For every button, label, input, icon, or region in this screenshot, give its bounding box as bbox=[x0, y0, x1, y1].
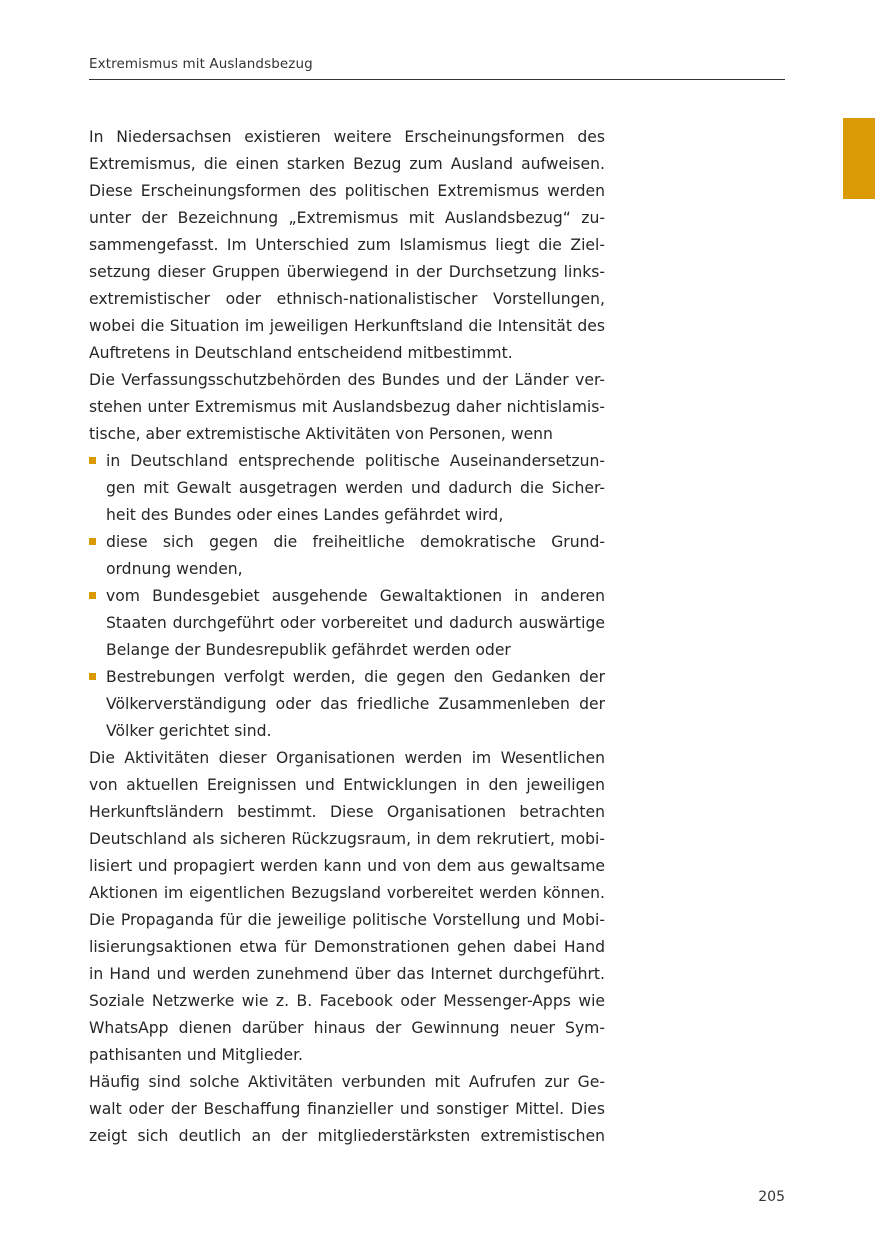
text-line: stehen unter Extremismus mit Auslandsbezug daher nichtislamis- bbox=[89, 398, 605, 416]
text-line: Diese Erscheinungsformen des politischen Extremismus werden bbox=[89, 182, 605, 200]
text-line: Soziale Netzwerke wie z. B. Facebook oder Messenger-Apps wie bbox=[89, 992, 605, 1010]
text-line: Völker gerichtet sind. bbox=[106, 722, 272, 740]
text-line: Die Verfassungsschutzbehörden des Bundes und der Länder ver- bbox=[89, 371, 605, 389]
text-line: von aktuellen Ereignissen und Entwicklungen in den jeweiligen bbox=[89, 776, 605, 794]
square-bullet-icon bbox=[89, 673, 96, 680]
bullet-list-item bbox=[89, 583, 605, 610]
text-line: Die Propaganda für die jeweilige politische Vorstellung und Mobi- bbox=[89, 911, 605, 929]
header-rule bbox=[89, 79, 785, 80]
text-line: Belange der Bundesrepublik gefährdet werden oder bbox=[106, 641, 511, 659]
running-header-title: Extremismus mit Auslandsbezug bbox=[89, 56, 313, 72]
text-line: diese sich gegen die freiheitliche demokratische Grund- bbox=[106, 533, 605, 551]
bullet-list-item bbox=[89, 664, 605, 691]
text-line: heit des Bundes oder eines Landes gefährdet wird, bbox=[106, 506, 504, 524]
text-line: Herkunftsländern bestimmt. Diese Organisationen betrachten bbox=[89, 803, 605, 821]
square-bullet-icon bbox=[89, 592, 96, 599]
text-line: lisiert und propagiert werden kann und von dem aus gewaltsame bbox=[89, 857, 605, 875]
square-bullet-icon bbox=[89, 538, 96, 545]
text-line: Häufig sind solche Aktivitäten verbunden mit Aufrufen zur Ge- bbox=[89, 1073, 605, 1091]
bullet-list-item bbox=[89, 448, 605, 475]
text-line: sammengefasst. Im Unterschied zum Islamismus liegt die Ziel- bbox=[89, 236, 605, 254]
text-line: in Hand und werden zunehmend über das Internet durchgeführt. bbox=[89, 965, 605, 983]
text-line: Völkerverständigung oder das friedliche Zusammenleben der bbox=[106, 695, 605, 713]
page-number: 205 bbox=[758, 1189, 785, 1205]
text-line: wobei die Situation im jeweiligen Herkunftsland die Intensität des bbox=[89, 317, 605, 335]
text-line: WhatsApp dienen darüber hinaus der Gewinnung neuer Sym- bbox=[89, 1019, 605, 1037]
text-line: extremistischer oder ethnisch-nationalistischer Vorstellungen, bbox=[89, 290, 605, 308]
text-line: vom Bundesgebiet ausgehende Gewaltaktionen in anderen bbox=[106, 587, 605, 605]
text-line: Deutschland als sicheren Rückzugsraum, in dem rekrutiert, mobi- bbox=[89, 830, 605, 848]
square-bullet-icon bbox=[89, 457, 96, 464]
text-line: lisierungsaktionen etwa für Demonstrationen gehen dabei Hand bbox=[89, 938, 605, 956]
text-line: Bestrebungen verfolgt werden, die gegen den Gedanken der bbox=[106, 668, 605, 686]
text-line: Auftretens in Deutschland entscheidend mitbestimmt. bbox=[89, 344, 513, 362]
text-line: ordnung wenden, bbox=[106, 560, 243, 578]
text-line: In Niedersachsen existieren weitere Erscheinungsformen des bbox=[89, 128, 605, 146]
text-line: Aktionen im eigentlichen Bezugsland vorbereitet werden können. bbox=[89, 884, 605, 902]
text-line: zeigt sich deutlich an der mitgliederstärksten extremistischen bbox=[89, 1127, 605, 1145]
text-line: walt oder der Beschaffung finanzieller und sonstiger Mittel. Dies bbox=[89, 1100, 605, 1118]
text-line: pathisanten und Mitglieder. bbox=[89, 1046, 304, 1064]
text-line: in Deutschland entsprechende politische Auseinandersetzun- bbox=[106, 452, 605, 470]
text-line: setzung dieser Gruppen überwiegend in der Durchsetzung links- bbox=[89, 263, 605, 281]
text-line: unter der Bezeichnung „Extremismus mit Auslandsbezug“ zu- bbox=[89, 209, 605, 227]
text-line: Die Aktivitäten dieser Organisationen werden im Wesentlichen bbox=[89, 749, 605, 767]
text-line: gen mit Gewalt ausgetragen werden und dadurch die Sicher- bbox=[106, 479, 605, 497]
body-text bbox=[89, 124, 605, 1150]
text-line: Staaten durchgeführt oder vorbereitet und dadurch auswärtige bbox=[106, 614, 605, 632]
bullet-list-item bbox=[89, 529, 605, 556]
chapter-tab-marker bbox=[843, 118, 875, 199]
text-line: Extremismus, die einen starken Bezug zum Ausland aufweisen. bbox=[89, 155, 605, 173]
text-line: tische, aber extremistische Aktivitäten von Personen, wenn bbox=[89, 425, 553, 443]
